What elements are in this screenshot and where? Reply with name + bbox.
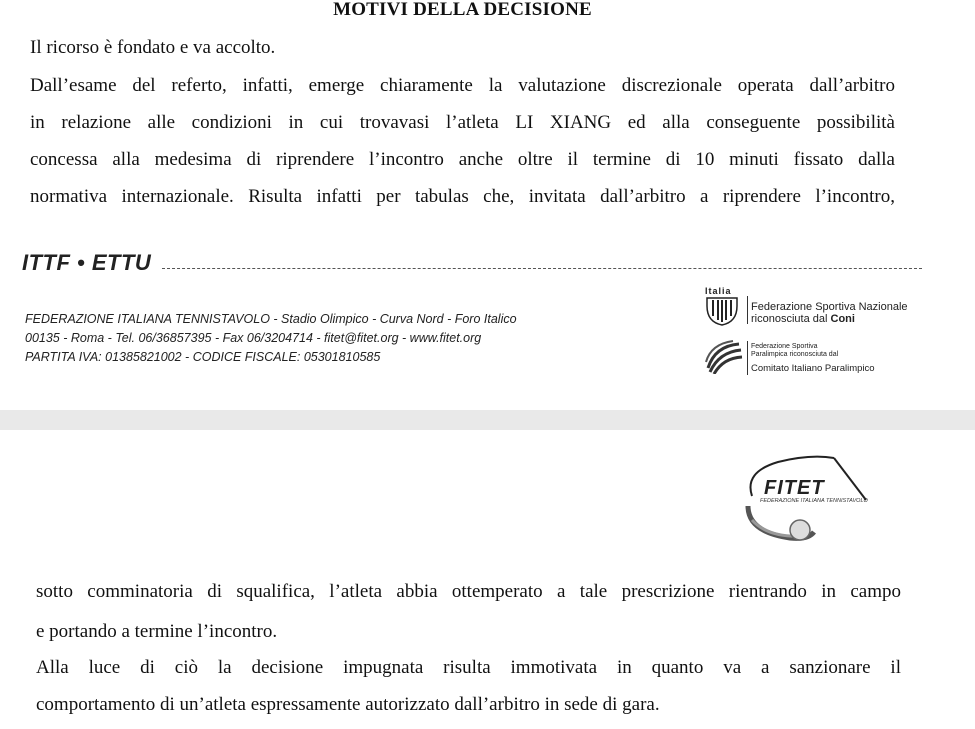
coni-logo [705,286,965,330]
coni-name: Coni [830,313,855,325]
fitet-logo-subtitle: FEDERAZIONE ITALIANA TENNISTAVOLO [760,498,868,504]
text-line-5: normativa internazionale. Risulta infatti per tabulas che, invitata dall’arbitro a riprendere l’incontro, [30,186,895,207]
cip-swoosh-icon [705,340,743,374]
text-line-2: Dall’esame del referto, infatti, emerge chiaramente la valutazione discrezionale operata dall’arbitro [30,75,895,96]
coni-rings-icon [705,296,739,326]
text-line-3: in relazione alle condizioni in cui trovavasi l’atleta LI XIANG ed alla conseguente possibilità [30,112,895,133]
fitet-logo [738,450,873,545]
coni-line-1: Federazione Sportiva Nazionale [751,301,908,313]
cip-small-2: Paralimpica riconosciuta dal [751,351,839,358]
text-line-4: concessa alla medesima di riprendere l’incontro anche oltre il termine di 10 minuti fissato dalla [30,149,895,170]
text-line-6: sotto comminatoria di squalifica, l’atleta abbia ottemperato a tale prescrizione rientrando in campo [36,581,901,602]
section-heading: MOTIVI DELLA DECISIONE [333,0,592,20]
text-line-1: Il ricorso è fondato e va accolto. [30,37,276,58]
fitet-logo-text: FITET [764,477,825,499]
text-line-8: Alla luce di ciò la decisione impugnata risulta immotivata in quanto va a sanzionare il [36,657,901,678]
page-separator [0,410,975,430]
address-line-2: 00135 - Roma - Tel. 06/36857395 - Fax 06/3204714 - fitet@fitet.org - www.fitet.org [25,331,482,345]
document-page-2 [0,430,975,729]
cip-name: Comitato Italiano Paralimpico [751,363,875,374]
italia-mark: Italia [705,286,732,296]
text-line-7: e portando a termine l’incontro. [36,621,278,642]
coni-divider [747,296,748,324]
address-line-1: FEDERAZIONE ITALIANA TENNISTAVOLO - Stadio Olimpico - Curva Nord - Foro Italico [25,312,517,326]
ittf-ettu-brand: ITTF • ETTU [22,250,152,275]
text-line-9: comportamento di un’atleta espressamente autorizzato dall’arbitro in sede di gara. [36,694,660,715]
cip-logo [705,338,905,378]
address-line-3: PARTITA IVA: 01385821002 - CODICE FISCALE: 05301810585 [25,350,381,364]
cip-small-1: Federazione Sportiva [751,343,818,350]
cip-divider [747,341,748,375]
coni-line-2: riconosciuta dal [751,313,828,325]
footer-divider [162,268,922,269]
